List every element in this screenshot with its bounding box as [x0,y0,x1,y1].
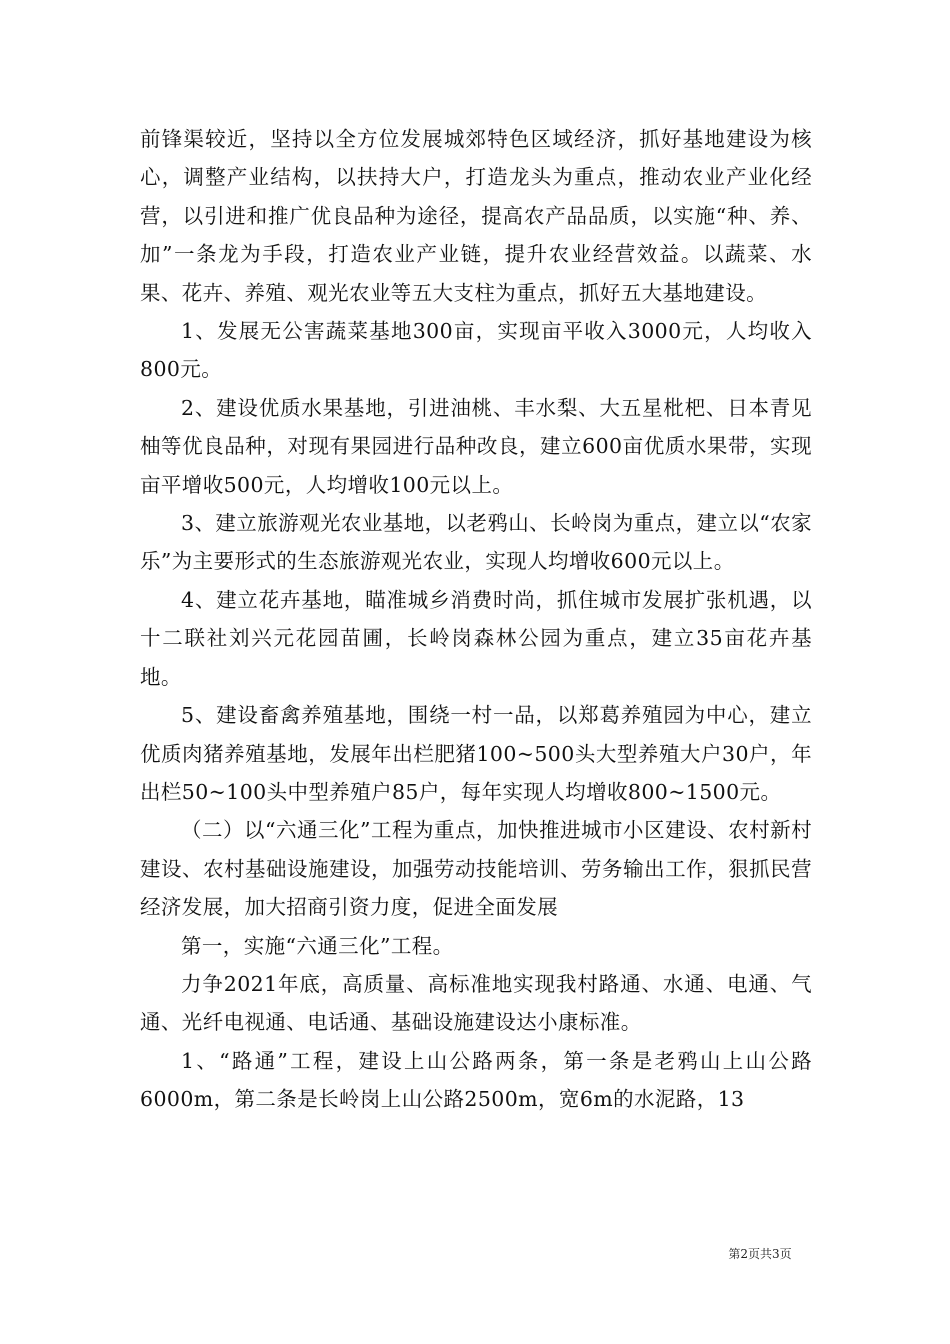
paragraph-6: 5、建设畜禽养殖基地，围绕一村一品，以郑葛养殖园为中心，建立优质肉猪养殖基地，发展年出栏肥猪100~500头大型养殖大户30户，年出栏50~100头中型养殖户85户，每年实现人均增收800~1500元。 [140,703,812,804]
paragraph-3: 2、建设优质水果基地，引进油桃、丰水梨、大五星枇杷、日本青见柚等优良品种，对现有果园进行品种改良，建立600亩优质水果带，实现亩平增收500元，人均增收100元以上。 [140,395,812,497]
page-number-footer: 第2页共3页 [728,1247,792,1261]
paragraph-7: （二）以“六通三化”工程为重点，加快推进城市小区建设、农村新村建设、农村基础设施建设，加强劳动技能培训、劳务输出工作，狠抓民营经济发展，加大招商引资力度，促进全面发展 [140,818,812,920]
paragraph-1: 前锋渠较近，坚持以全方位发展城郊特色区域经济，抓好基地建设为核心，调整产业结构，以扶持大户，打造龙头为重点，推动农业产业化经营，以引进和推广优良品种为途径，提高农产品品质，以实施“种、养、加”一条龙为手段，打造农业产业链，提升农业经营效益。以蔬菜、水果、花卉、养殖、观光农业等五大支柱为重点，抓好五大基地建设。 [140,127,812,305]
document-body [140,120,812,1119]
paragraph-5: 4、建立花卉基地，瞄准城乡消费时尚，抓住城市发展扩张机遇，以十二联社刘兴元花园苗圃，长岭岗森林公园为重点，建立35亩花卉基地。 [140,587,812,689]
paragraph-8: 第一，实施“六通三化”工程。 [181,933,454,958]
paragraph-10: 1、“路通”工程，建设上山公路两条，第一条是老鸦山上山公路6000m，第二条是长岭岗上山公路2500m，宽6m的水泥路，13 [140,1048,812,1112]
paragraph-2: 1、发展无公害蔬菜基地300亩，实现亩平收入3000元，人均收入800元。 [140,319,812,382]
paragraph-4: 3、建立旅游观光农业基地，以老鸦山、长岭岗为重点，建立以“农家乐”为主要形式的生态旅游观光农业，实现人均增收600元以上。 [140,511,812,574]
paragraph-9: 力争2021年底，高质量、高标准地实现我村路通、水通、电通、气通、光纤电视通、电话通、基础设施建设达小康标准。 [140,971,812,1035]
